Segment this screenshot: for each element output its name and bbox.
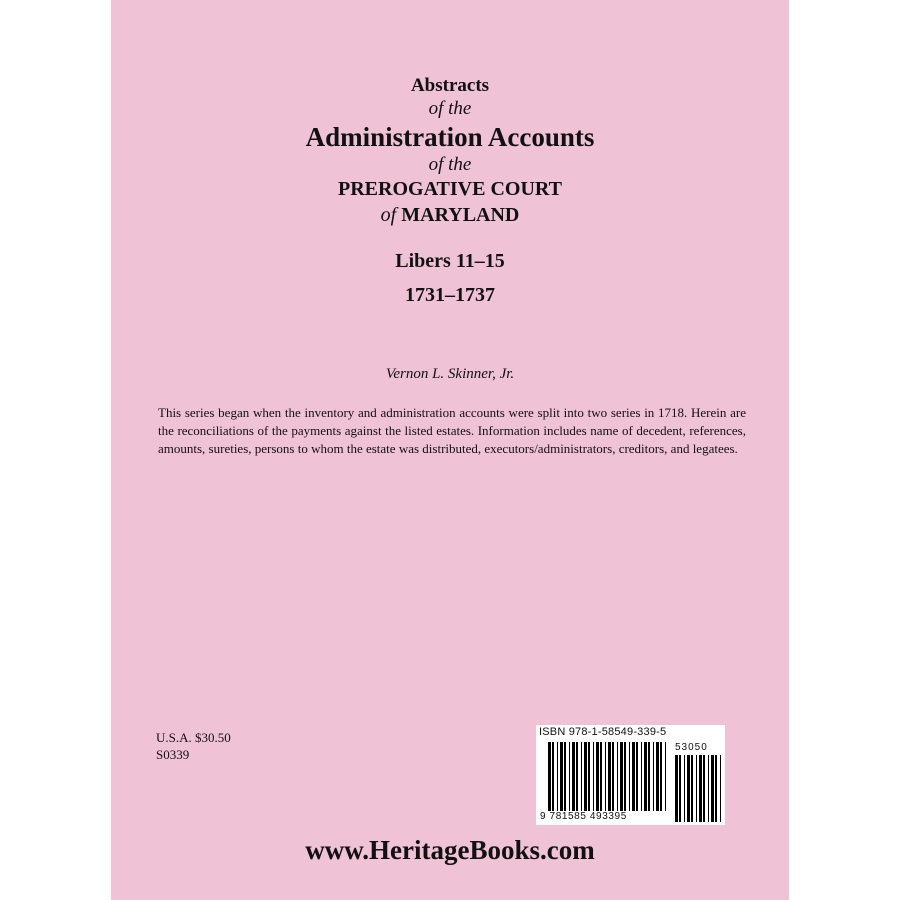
barcode-bar (548, 742, 551, 811)
barcode-bar (605, 742, 606, 811)
barcode-bar (720, 755, 721, 822)
barcode-bar (569, 742, 570, 811)
barcode-bar (632, 742, 635, 811)
author-name: Vernon L. Skinner, Jr. (385, 366, 515, 382)
barcode-bar (687, 755, 690, 822)
title-of-the-1: of the (428, 98, 472, 119)
barcode-bar (552, 742, 554, 811)
title-block (111, 74, 789, 308)
barcode-icon (536, 725, 725, 825)
barcode-bar (564, 742, 566, 811)
barcode-bar (660, 742, 662, 811)
barcode-bar (612, 742, 614, 811)
barcode-bar (644, 742, 647, 811)
barcode-bar (636, 742, 638, 811)
barcode-bar (584, 742, 587, 811)
barcode-bar (560, 742, 563, 811)
barcode-bar (629, 742, 630, 811)
libers-range: Libers 11–15 (395, 250, 505, 272)
barcode-bar (593, 742, 594, 811)
barcode-bar (641, 742, 642, 811)
title-of-maryland (111, 202, 789, 228)
barcode-bar (703, 755, 705, 822)
year-range: 1731–1737 (405, 284, 495, 306)
barcode-bar (557, 742, 558, 811)
barcode-bar (600, 742, 602, 811)
barcode-bar (708, 755, 709, 822)
title-abstracts: Abstracts (410, 75, 490, 96)
website-url: www.HeritageBooks.com (305, 835, 595, 865)
barcode-bar (696, 755, 697, 822)
isbn-barcode (536, 725, 725, 825)
book-back-cover (111, 0, 789, 900)
barcode-bar (711, 755, 714, 822)
title-administration-accounts: Administration Accounts (305, 122, 595, 152)
addon-digits: 53050 (675, 742, 708, 753)
price-block (156, 729, 231, 763)
barcode-bar (588, 742, 590, 811)
barcode-bar (715, 755, 717, 822)
description-paragraph: This series began when the inventory and administration accounts were split into two series in 1718. Herein are the reconciliations of the payments against the listed estates. Information includes name of decedent, references, amounts, sureties, persons to whom the estate was distributed, executors/administrators, creditors, and legatees. (158, 405, 746, 456)
barcode-bar (576, 742, 578, 811)
title-of-prefix: of (380, 204, 397, 226)
barcode-bar (608, 742, 611, 811)
isbn-label: ISBN 978-1-58549-339-5 (539, 726, 667, 738)
barcode-bar (581, 742, 582, 811)
barcode-bar (596, 742, 599, 811)
barcode-bar (653, 742, 654, 811)
barcode-bar (617, 742, 618, 811)
sku-text: S0339 (156, 747, 190, 762)
barcode-bar (648, 742, 650, 811)
price-text: U.S.A. $30.50 (156, 730, 231, 745)
barcode-bar (691, 755, 693, 822)
barcode-bar (679, 755, 681, 822)
title-maryland: MARYLAND (401, 204, 520, 226)
barcode-bar (624, 742, 626, 811)
barcode-digits: 9 781585 493395 (540, 811, 627, 822)
barcode-bar (620, 742, 623, 811)
barcode-bar (699, 755, 702, 822)
barcode-bar (656, 742, 659, 811)
barcode-bar (665, 742, 666, 811)
barcode-bar (684, 755, 685, 822)
barcode-bar (572, 742, 575, 811)
title-of-the-2: of the (428, 154, 472, 175)
barcode-bar (675, 755, 678, 822)
title-prerogative-court: PREROGATIVE COURT (338, 178, 562, 200)
